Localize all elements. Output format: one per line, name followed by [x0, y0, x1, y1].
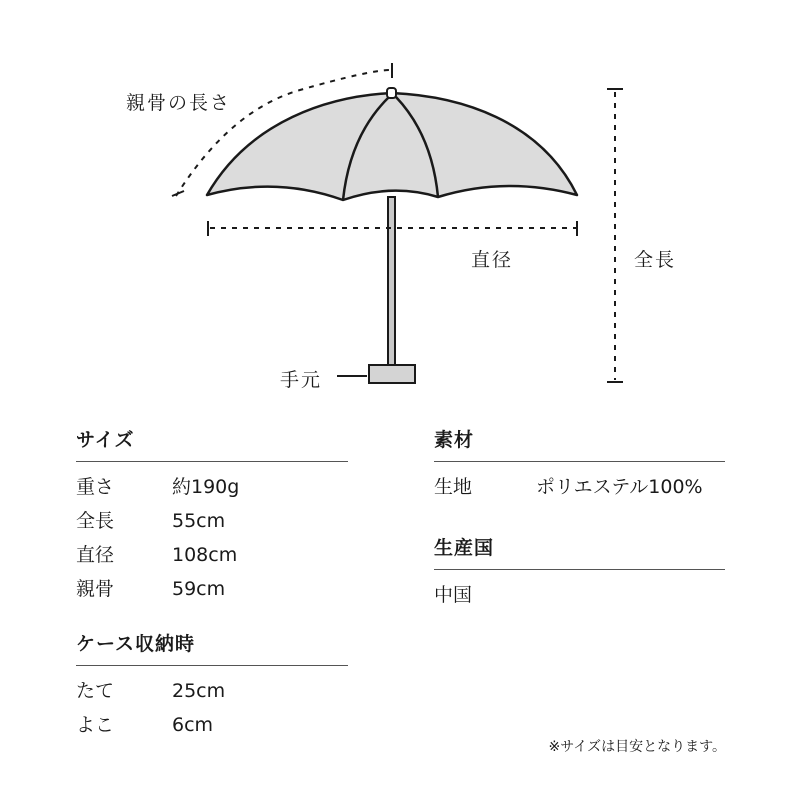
spec-label: 全長 [76, 510, 115, 532]
spec-value: 108cm [172, 544, 238, 566]
spec-label: 生地 [434, 476, 473, 498]
size-spec-list [76, 470, 348, 606]
size-section-divider [76, 461, 348, 462]
spec-label: 重さ [76, 476, 115, 498]
spec-row-country [434, 578, 725, 612]
spec-value: 中国 [434, 584, 473, 606]
spec-value: 約190g [172, 476, 240, 498]
spec-label: 親骨 [76, 578, 115, 600]
rib-length-label: 親骨の長さ [126, 92, 232, 114]
spec-row-rib [76, 572, 348, 606]
case-section [76, 631, 348, 742]
origin-section-divider [434, 569, 725, 570]
spec-label: よこ [76, 714, 115, 736]
umbrella-shaft [388, 197, 395, 365]
spec-row-weight [76, 470, 348, 504]
umbrella-canopy [207, 93, 577, 200]
case-spec-list [76, 674, 348, 742]
size-section-title: サイズ [76, 429, 135, 451]
spec-value: 6cm [172, 714, 214, 736]
spec-value: 25cm [172, 680, 226, 702]
spec-label: たて [76, 680, 115, 702]
spec-row-total-length [76, 504, 348, 538]
spec-row-height [76, 674, 348, 708]
spec-row-fabric [434, 470, 725, 504]
material-section-title: 素材 [434, 429, 475, 451]
spec-row-diameter [76, 538, 348, 572]
size-disclaimer-note: ※サイズは目安となります。 [548, 739, 726, 755]
material-section-divider [434, 461, 725, 462]
case-section-divider [76, 665, 348, 666]
umbrella-handle [369, 365, 415, 383]
size-section [76, 427, 348, 606]
umbrella-tip [387, 88, 396, 98]
material-section [434, 427, 725, 504]
spec-value: ポリエステル100% [536, 476, 703, 498]
spec-label: 直径 [76, 544, 115, 566]
origin-section [434, 535, 725, 612]
handle-label: 手元 [280, 369, 323, 391]
case-section-title: ケース収納時 [76, 633, 196, 655]
total-length-label: 全長 [634, 249, 677, 271]
spec-value: 55cm [172, 510, 226, 532]
spec-row-width [76, 708, 348, 742]
origin-section-title: 生産国 [434, 537, 495, 559]
spec-value: 59cm [172, 578, 226, 600]
diameter-label: 直径 [471, 249, 514, 271]
